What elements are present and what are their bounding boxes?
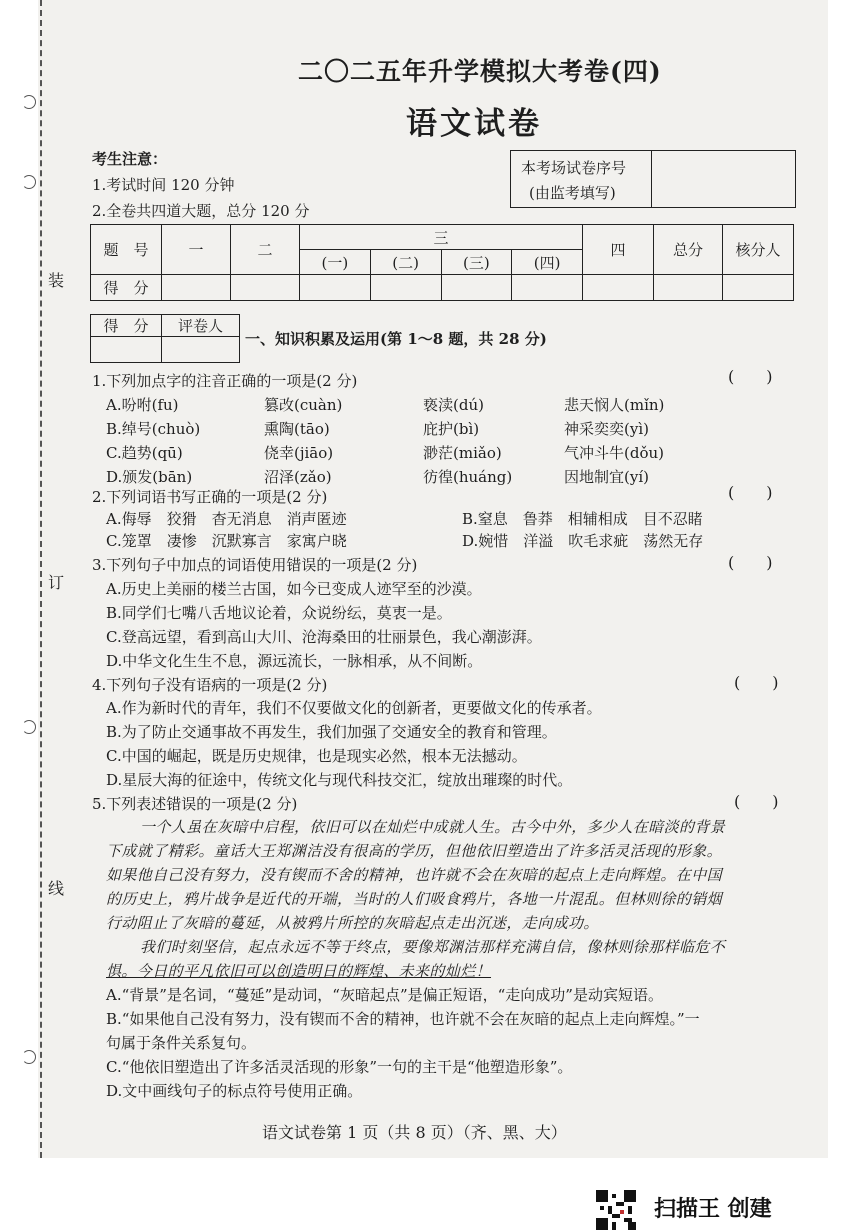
q1-option-c-1: C.趋势(qū) xyxy=(106,444,183,462)
q4-option-b: B.为了防止交通事故不再发生，我们加强了交通安全的教育和管理。 xyxy=(106,723,557,741)
binding-char-xian: 线 xyxy=(48,879,65,898)
exam-title: 二〇二五年升学模拟大考卷(四) xyxy=(298,57,662,86)
binding-char-zhuang: 装 xyxy=(48,271,65,290)
score-cell[interactable] xyxy=(231,275,300,301)
q4-answer-paren[interactable]: ( ) xyxy=(734,673,779,692)
q4-stem: 4.下列句子没有语病的一项是(2 分) xyxy=(92,676,328,694)
margin-circle xyxy=(22,175,36,189)
q3-option-a: A.历史上美丽的楼兰古国，如今已变成人迹罕至的沙漠。 xyxy=(106,580,482,598)
score-cell[interactable] xyxy=(370,275,441,301)
q5-passage-line: 如果他自己没有努力，没有锲而不舍的精神，也许就不会在灰暗的起点上走向辉煌。在中国 xyxy=(106,866,723,884)
q1-stem: 1.下列加点字的注音正确的一项是(2 分) xyxy=(92,372,358,390)
margin-circle xyxy=(22,1050,36,1064)
sub-col-3: (三) xyxy=(441,250,512,275)
q2-stem: 2.下列词语书写正确的一项是(2 分) xyxy=(92,488,328,506)
score-cell[interactable] xyxy=(654,275,723,301)
q2-option-c: C.笼罩 凄惨 沉默寡言 家寓户晓 xyxy=(106,532,347,550)
q1-option-b-2: 熏陶(tāo) xyxy=(264,420,330,438)
q5-option-b: B.“如果他自己没有努力，没有锲而不舍的精神，也许就不会在灰暗的起点上走向辉煌。”一 xyxy=(106,1010,700,1028)
grader-box xyxy=(90,314,240,363)
score-cell[interactable] xyxy=(300,275,371,301)
page-footer: 语文试卷第 1 页（共 8 页）（齐、黑、大） xyxy=(262,1123,567,1142)
q1-option-b-4: 神采奕奕(yì) xyxy=(564,420,649,438)
grader-label: 评卷人 xyxy=(162,315,240,337)
q1-option-b-1: B.绰号(chuò) xyxy=(106,420,201,438)
grader-score-cell[interactable] xyxy=(91,337,162,363)
scanner-watermark: 扫描王 创建 xyxy=(654,1197,772,1222)
q5-option-a: A.“背景”是名词，“蔓延”是动词，“灰暗起点”是偏正短语，“走向成功”是动宾短语。 xyxy=(106,986,663,1004)
score-table xyxy=(90,224,794,301)
q5-option-d: D.文中画线句子的标点符号使用正确。 xyxy=(106,1082,363,1100)
col-3: 三 xyxy=(300,225,583,250)
col-2: 二 xyxy=(231,225,300,275)
section-1-heading: 一、知识积累及运用(第 1～8 题，共 28 分) xyxy=(245,330,547,348)
q3-answer-paren[interactable]: ( ) xyxy=(728,553,773,572)
sub-col-2: (二) xyxy=(370,250,441,275)
q5-passage-underlined-line: 惧。今日的平凡依旧可以创造明日的辉煌、未来的灿烂！ xyxy=(106,962,492,980)
q5-stem: 5.下列表述错误的一项是(2 分) xyxy=(92,795,298,813)
seat-box-note: (由监考填写) xyxy=(529,184,616,202)
q2-answer-paren[interactable]: ( ) xyxy=(728,483,773,502)
q3-stem: 3.下列句子中加点的词语使用错误的一项是(2 分) xyxy=(92,556,418,574)
score-cell[interactable] xyxy=(441,275,512,301)
score-cell[interactable] xyxy=(583,275,654,301)
q5-option-c: C.“他依旧塑造出了许多活灵活现的形象”一句的主干是“他塑造形象”。 xyxy=(106,1058,573,1076)
q5-answer-paren[interactable]: ( ) xyxy=(734,792,779,811)
q5-passage-line: 下成就了精彩。童话大王郑渊洁没有很高的学历，但他依旧塑造出了许多活灵活现的形象。 xyxy=(106,842,723,860)
score-cell[interactable] xyxy=(162,275,231,301)
q3-option-c: C.登高远望，看到高山大川、沧海桑田的壮丽景色，我心潮澎湃。 xyxy=(106,628,542,646)
q4-option-a: A.作为新时代的青年，我们不仅要做文化的创新者，更要做文化的传承者。 xyxy=(106,699,602,717)
q1-option-a-2: 篡改(cuàn) xyxy=(264,396,343,414)
row-label-score: 得 分 xyxy=(91,275,162,301)
q1-option-a-4: 悲天悯人(mǐn) xyxy=(564,396,665,414)
q5-passage-line: 行动阻止了灰暗的蔓延，从被鸦片所控的灰暗起点走出沉迷，走向成功。 xyxy=(106,914,599,932)
q1-option-a-3: 亵渎(dú) xyxy=(423,396,484,414)
q1-option-d-3: 彷徨(huáng) xyxy=(423,468,513,486)
notice-line-2: 2.全卷共四道大题，总分 120 分 xyxy=(92,202,310,220)
seat-number-box xyxy=(510,150,796,208)
q1-option-d-1: D.颁发(bān) xyxy=(106,468,193,486)
q1-option-d-2: 沼泽(zǎo) xyxy=(264,468,332,486)
seat-box-label: 本考场试卷序号 xyxy=(521,159,627,177)
q1-option-c-2: 侥幸(jiāo) xyxy=(264,444,334,462)
q3-option-b: B.同学们七嘴八舌地议论着，众说纷纭，莫衷一是。 xyxy=(106,604,452,622)
score-cell[interactable] xyxy=(512,275,583,301)
q2-option-b: B.窒息 鲁莽 相辅相成 目不忍睹 xyxy=(462,510,703,528)
q1-option-c-3: 渺茫(miǎo) xyxy=(423,444,502,462)
exam-subtitle: 语文试卷 xyxy=(406,106,542,142)
q3-option-d: D.中华文化生生不息，源远流长，一脉相承，从不间断。 xyxy=(106,652,483,670)
binding-line xyxy=(40,0,42,1158)
q2-option-d: D.婉惜 洋溢 吹毛求疵 荡然无存 xyxy=(462,532,704,550)
margin-circle xyxy=(22,95,36,109)
grader-name-cell[interactable] xyxy=(162,337,240,363)
sub-col-1: (一) xyxy=(300,250,371,275)
q1-answer-paren[interactable]: ( ) xyxy=(728,367,773,386)
margin-circle xyxy=(22,720,36,734)
q5-passage-line: 我们时刻坚信，起点永远不等于终点，要像郑渊洁那样充满自信，像林则徐那样临危不 xyxy=(140,938,726,956)
qr-code-icon xyxy=(596,1190,636,1230)
q4-option-d: D.星辰大海的征途中，传统文化与现代科技交汇，绽放出璀璨的时代。 xyxy=(106,771,573,789)
q4-option-c: C.中国的崛起，既是历史规律，也是现实必然，根本无法撼动。 xyxy=(106,747,527,765)
col-1: 一 xyxy=(162,225,231,275)
q1-option-a-1: A.吩咐(fu) xyxy=(106,396,179,414)
row-label-question: 题 号 xyxy=(91,225,162,275)
binding-char-ding: 订 xyxy=(48,573,65,592)
q1-option-d-4: 因地制宜(yí) xyxy=(564,468,649,486)
notice-line-1: 1.考试时间 120 分钟 xyxy=(92,176,235,194)
q2-option-a: A.侮辱 狡猾 杳无消息 消声匿迹 xyxy=(106,510,347,528)
score-cell[interactable] xyxy=(723,275,794,301)
q5-passage-line: 的历史上，鸦片战争是近代的开端，当时的人们吸食鸦片，各地一片混乱。但林则徐的销烟 xyxy=(106,890,723,908)
sub-col-4: (四) xyxy=(512,250,583,275)
col-4: 四 xyxy=(583,225,654,275)
col-checker: 核分人 xyxy=(723,225,794,275)
q1-option-b-3: 庇护(bì) xyxy=(423,420,480,438)
notice-heading: 考生注意： xyxy=(92,150,168,168)
grader-score-label: 得 分 xyxy=(91,315,162,337)
q5-option-b-cont: 句属于条件关系复句。 xyxy=(106,1034,257,1052)
q1-option-c-4: 气冲斗牛(dǒu) xyxy=(564,444,664,462)
col-total: 总分 xyxy=(654,225,723,275)
q5-passage-line: 一个人虽在灰暗中启程，依旧可以在灿烂中成就人生。古今中外，多少人在暗淡的背景 xyxy=(140,818,726,836)
seat-number-field[interactable] xyxy=(653,151,793,207)
